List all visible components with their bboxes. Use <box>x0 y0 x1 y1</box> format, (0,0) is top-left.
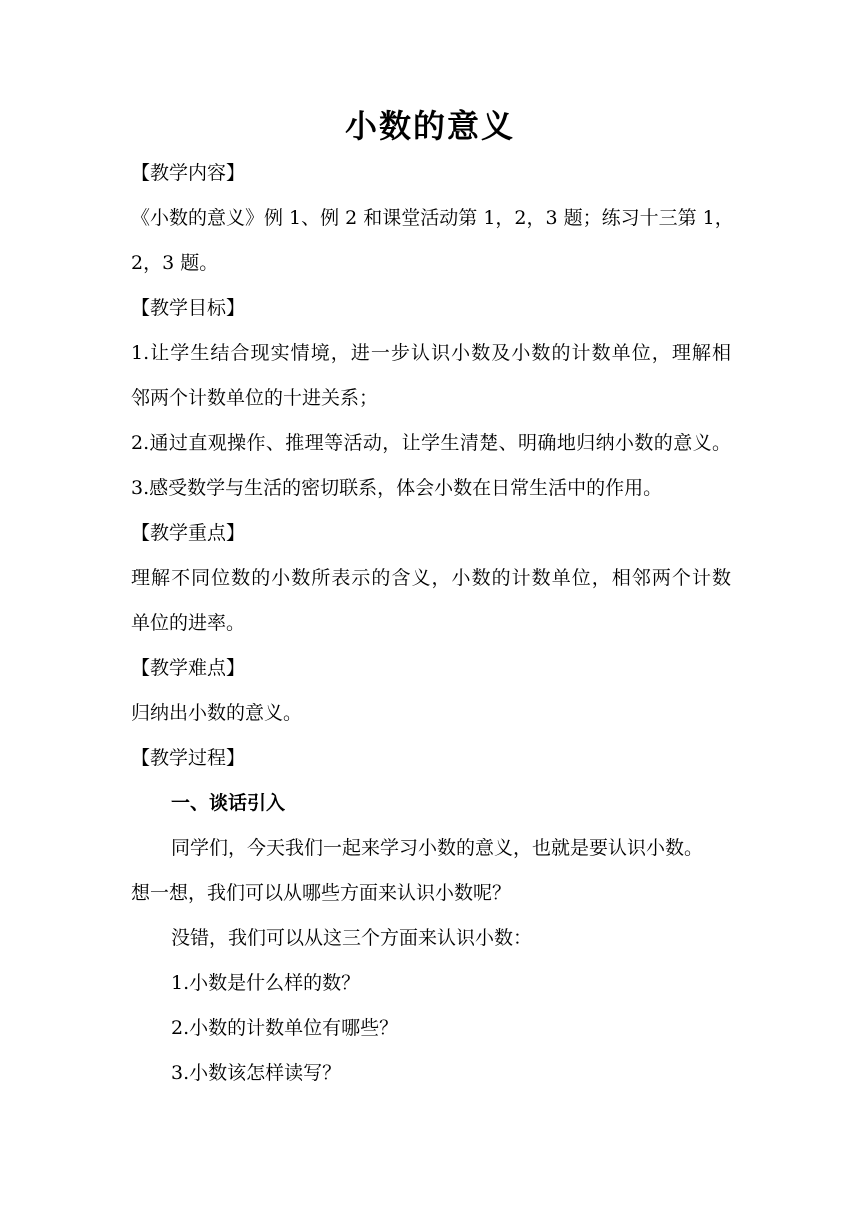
section-heading-content: 【教学内容】 <box>131 162 246 184</box>
question-2: 2.小数的计数单位有哪些？ <box>171 1017 399 1039</box>
goal-1-line-1: 1.让学生结合现实情境，进一步认识小数及小数的计数单位，理解相 <box>131 342 731 364</box>
section-heading-difficulty: 【教学难点】 <box>131 657 246 679</box>
section-heading-keypoint: 【教学重点】 <box>131 522 246 544</box>
keypoint-line-2: 单位的进率。 <box>131 612 246 634</box>
step-1-paragraph-1-line-2: 想一想，我们可以从哪些方面来认识小数呢？ <box>131 882 512 904</box>
step-1-paragraph-2: 没错，我们可以从这三个方面来认识小数： <box>171 927 533 949</box>
step-1-paragraph-1-line-1: 同学们，今天我们一起来学习小数的意义，也就是要认识小数。 <box>171 837 704 859</box>
document-title: 小数的意义 <box>344 107 515 145</box>
difficulty-text: 归纳出小数的意义。 <box>131 702 303 724</box>
question-3: 3.小数该怎样读写？ <box>171 1062 342 1084</box>
content-text-line-1: 《小数的意义》例 1、例 2 和课堂活动第 1，2，3 题；练习十三第 1， <box>131 207 734 229</box>
question-1: 1.小数是什么样的数？ <box>171 972 361 994</box>
goal-1-line-2: 邻两个计数单位的十进关系； <box>131 387 379 409</box>
section-heading-goals: 【教学目标】 <box>131 297 246 319</box>
section-heading-process: 【教学过程】 <box>131 747 246 769</box>
content-text-line-2: 2，3 题。 <box>131 252 219 274</box>
step-1-heading: 一、谈话引入 <box>171 792 286 814</box>
goal-2: 2.通过直观操作、推理等活动，让学生清楚、明确地归纳小数的意义。 <box>131 432 731 454</box>
goal-3: 3.感受数学与生活的密切联系，体会小数在日常生活中的作用。 <box>131 477 663 499</box>
keypoint-line-1: 理解不同位数的小数所表示的含义，小数的计数单位，相邻两个计数 <box>131 567 731 589</box>
